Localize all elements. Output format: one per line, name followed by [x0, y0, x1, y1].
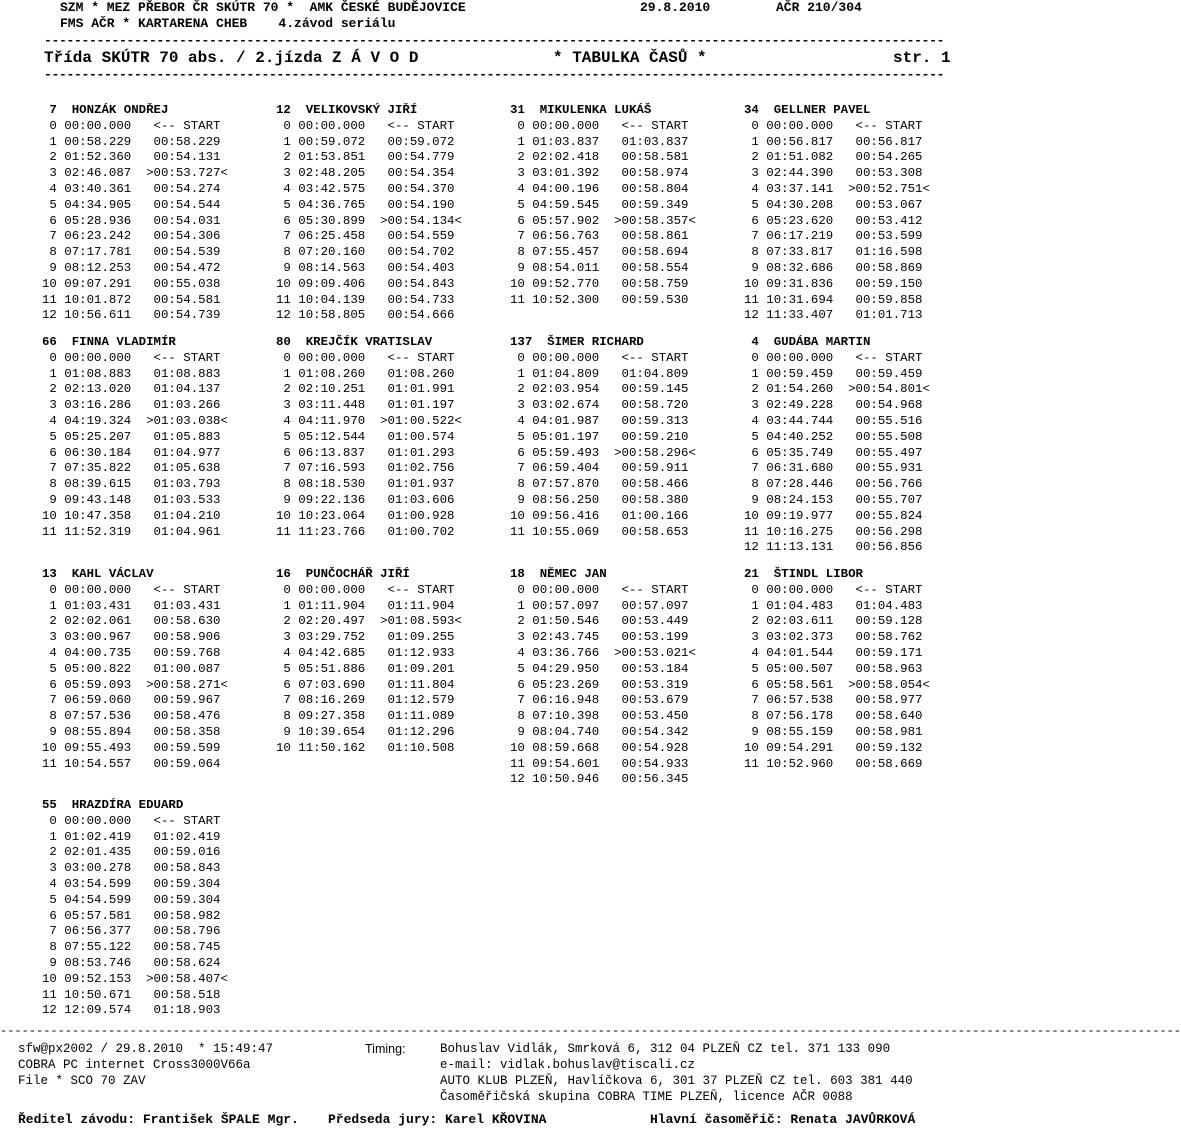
- lap-row: 1 01:03.837 01:03.837: [510, 134, 689, 149]
- lap-row: 4 03:37.141 >00:52.751<: [744, 181, 930, 196]
- lap-row: 6 05:57.902 >00:58.357<: [510, 213, 696, 228]
- lap-row: 4 04:00.196 00:58.804: [510, 181, 689, 196]
- lap-row: 5 05:00.507 00:58.963: [744, 661, 923, 676]
- lap-row: 6 06:30.184 01:04.977: [42, 445, 221, 460]
- lap-row: 6 05:30.899 >00:54.134<: [276, 213, 462, 228]
- rider-block: [510, 567, 750, 788]
- lap-row: 9 08:32.686 00:58.869: [744, 260, 923, 275]
- footer-timing-group: Časoměřičská skupina COBRA TIME PLZEŇ, licence AČR 0088: [440, 1090, 853, 1104]
- lap-row: 4 04:01.987 00:59.313: [510, 413, 689, 428]
- lap-row: 10 09:52.153 >00:58.407<: [42, 971, 228, 986]
- lap-row: 9 08:55.159 00:58.981: [744, 724, 923, 739]
- rider-block: [276, 335, 516, 540]
- rider-name: 12 VELIKOVSKÝ JIŘÍ: [276, 103, 418, 117]
- lap-row: 8 07:55.457 00:58.694: [510, 245, 689, 260]
- lap-row: 1 01:02.419 01:02.419: [42, 829, 221, 844]
- lap-row: 7 06:57.538 00:58.977: [744, 693, 923, 708]
- event-date: 29.8.2010: [640, 0, 711, 15]
- lap-row: 3 03:01.392 00:58.974: [510, 166, 689, 181]
- rider-block: [42, 567, 282, 772]
- lap-row: 0 00:00.000 <-- START: [276, 350, 455, 365]
- footer-timing-label: Timing:: [365, 1042, 406, 1056]
- header-divider-top: ------------------------------------------------------------------------------------------------------------------------: [44, 33, 945, 48]
- lap-row: 10 09:56.416 01:00.166: [510, 508, 689, 523]
- lap-row: 10 11:50.162 01:10.508: [276, 740, 455, 755]
- lap-row: 8 07:20.160 00:54.702: [276, 245, 455, 260]
- lap-row: 0 00:00.000 <-- START: [744, 118, 923, 133]
- rider-block: [510, 103, 750, 308]
- rider-block: [744, 335, 984, 556]
- lap-row: 5 04:40.252 00:55.508: [744, 429, 923, 444]
- lap-row: 5 04:29.950 00:53.184: [510, 661, 689, 676]
- lap-row: 2 01:51.082 00:54.265: [744, 150, 923, 165]
- lap-row: 11 10:52.300 00:59.530: [510, 292, 689, 307]
- rider-block: [744, 567, 984, 772]
- lap-row: 5 04:54.599 00:59.304: [42, 892, 221, 907]
- lap-row: 9 08:24.153 00:55.707: [744, 492, 923, 507]
- lap-row: 12 10:56.611 00:54.739: [42, 308, 221, 323]
- lap-row: 0 00:00.000 <-- START: [42, 813, 221, 828]
- lap-row: 10 10:47.358 01:04.210: [42, 508, 221, 523]
- rider-name: 21 ŠTINDL LIBOR: [744, 567, 863, 581]
- lap-row: 11 10:50.671 00:58.518: [42, 987, 221, 1002]
- lap-row: 9 08:53.746 00:58.624: [42, 955, 221, 970]
- lap-row: 11 10:31.694 00:59.858: [744, 292, 923, 307]
- lap-row: 9 09:22.136 01:03.606: [276, 492, 455, 507]
- lap-row: 4 04:42.685 01:12.933: [276, 645, 455, 660]
- header-divider-bottom: ------------------------------------------------------------------------------------------------------------------------: [44, 67, 945, 82]
- lap-row: 10 09:31.836 00:59.150: [744, 276, 923, 291]
- event-reference: AČR 210/304: [776, 0, 862, 15]
- lap-row: 10 09:55.493 00:59.599: [42, 740, 221, 755]
- rider-name: 7 HONZÁK ONDŘEJ: [42, 103, 169, 117]
- lap-row: 10 08:59.668 00:54.928: [510, 740, 689, 755]
- lap-row: 1 01:11.904 01:11.904: [276, 598, 455, 613]
- lap-row: 12 11:33.407 01:01.713: [744, 308, 923, 323]
- rider-block: [276, 567, 516, 757]
- lap-row: 8 08:18.530 01:01.937: [276, 477, 455, 492]
- lap-row: 8 07:57.870 00:58.466: [510, 477, 689, 492]
- lap-row: 8 08:39.615 01:03.793: [42, 477, 221, 492]
- lap-row: 12 10:58.805 00:54.666: [276, 308, 455, 323]
- lap-row: 7 06:59.404 00:59.911: [510, 461, 689, 476]
- event-subtitle: FMS AČR * KARTARENA CHEB 4.závod seriálu: [60, 16, 396, 31]
- lap-row: 1 01:08.260 01:08.260: [276, 366, 455, 381]
- footer-timekeeper-contact: Bohuslav Vidlák, Smrková 6, 312 04 PLZEŇ CZ tel. 371 133 090: [440, 1042, 891, 1056]
- lap-row: 11 10:54.557 00:59.064: [42, 756, 221, 771]
- rider-name: 13 KAHL VÁCLAV: [42, 567, 154, 581]
- lap-row: 4 03:40.361 00:54.274: [42, 181, 221, 196]
- lap-row: 5 05:25.207 01:05.883: [42, 429, 221, 444]
- lap-row: 0 00:00.000 <-- START: [276, 118, 455, 133]
- lap-row: 2 01:54.260 >00:54.801<: [744, 382, 930, 397]
- lap-row: 3 02:44.390 00:53.308: [744, 166, 923, 181]
- lap-row: 1 00:59.459 00:59.459: [744, 366, 923, 381]
- lap-row: 3 03:16.286 01:03.266: [42, 398, 221, 413]
- footer-software: COBRA PC internet Cross3000V66a: [18, 1058, 251, 1072]
- lap-row: 6 05:58.561 >00:58.054<: [744, 677, 930, 692]
- lap-row: 2 02:20.497 >01:08.593<: [276, 614, 462, 629]
- lap-row: 12 10:50.946 00:56.345: [510, 772, 689, 787]
- lap-row: 2 02:01.435 00:59.016: [42, 845, 221, 860]
- lap-row: 5 05:12.544 01:00.574: [276, 429, 455, 444]
- lap-row: 8 07:10.398 00:53.450: [510, 709, 689, 724]
- lap-row: 11 10:55.069 00:58.653: [510, 524, 689, 539]
- lap-row: 0 00:00.000 <-- START: [510, 118, 689, 133]
- lap-row: 6 05:35.749 00:55.497: [744, 445, 923, 460]
- lap-row: 6 05:23.620 00:53.412: [744, 213, 923, 228]
- lap-row: 3 02:48.205 00:54.354: [276, 166, 455, 181]
- lap-row: 8 07:33.817 01:16.598: [744, 245, 923, 260]
- lap-row: 0 00:00.000 <-- START: [510, 582, 689, 597]
- lap-row: 10 09:07.291 00:55.038: [42, 276, 221, 291]
- lap-row: 1 01:04.483 01:04.483: [744, 598, 923, 613]
- rider-name: 18 NĚMEC JAN: [510, 567, 607, 581]
- class-run-title: Třída SKÚTR 70 abs. / 2.jízda Z Á V O D: [44, 49, 419, 67]
- lap-row: 0 00:00.000 <-- START: [276, 582, 455, 597]
- lap-row: 2 01:52.360 00:54.131: [42, 150, 221, 165]
- rider-block: [744, 103, 984, 324]
- lap-row: 3 03:29.752 01:09.255: [276, 630, 455, 645]
- lap-row: 9 08:12.253 00:54.472: [42, 260, 221, 275]
- lap-row: 4 04:11.970 >01:00.522<: [276, 413, 462, 428]
- lap-row: 7 07:35.822 01:05.638: [42, 461, 221, 476]
- lap-row: 6 07:03.690 01:11.804: [276, 677, 455, 692]
- lap-row: 9 08:04.740 00:54.342: [510, 724, 689, 739]
- lap-row: 1 00:58.229 00:58.229: [42, 134, 221, 149]
- lap-row: 10 09:54.291 00:59.132: [744, 740, 923, 755]
- lap-row: 7 08:16.269 01:12.579: [276, 693, 455, 708]
- lap-row: 6 05:59.493 >00:58.296<: [510, 445, 696, 460]
- lap-row: 0 00:00.000 <-- START: [42, 350, 221, 365]
- rider-name: 4 GUDÁBA MARTIN: [744, 335, 871, 349]
- lap-row: 10 09:19.977 00:55.824: [744, 508, 923, 523]
- lap-row: 5 05:00.822 01:00.087: [42, 661, 221, 676]
- lap-row: 0 00:00.000 <-- START: [744, 350, 923, 365]
- lap-row: 3 02:46.087 >00:53.727<: [42, 166, 228, 181]
- lap-row: 2 02:03.611 00:59.128: [744, 614, 923, 629]
- lap-row: 1 01:08.883 01:08.883: [42, 366, 221, 381]
- lap-row: 1 01:04.809 01:04.809: [510, 366, 689, 381]
- lap-row: 6 05:23.269 00:53.319: [510, 677, 689, 692]
- lap-row: 11 10:04.139 00:54.733: [276, 292, 455, 307]
- lap-row: 12 12:09.574 01:18.903: [42, 1003, 221, 1018]
- lap-row: 2 02:02.418 00:58.581: [510, 150, 689, 165]
- lap-row: 0 00:00.000 <-- START: [744, 582, 923, 597]
- lap-row: 7 07:16.593 01:02.756: [276, 461, 455, 476]
- rider-block: [42, 103, 282, 324]
- rider-name: 55 HRAZDÍRA EDUARD: [42, 798, 184, 812]
- lap-row: 4 03:54.599 00:59.304: [42, 876, 221, 891]
- lap-row: 7 06:25.458 00:54.559: [276, 229, 455, 244]
- lap-row: 0 00:00.000 <-- START: [510, 350, 689, 365]
- lap-row: 9 08:54.011 00:58.554: [510, 260, 689, 275]
- lap-row: 7 06:59.060 00:59.967: [42, 693, 221, 708]
- lap-row: 6 05:57.581 00:58.982: [42, 908, 221, 923]
- lap-row: 2 01:50.546 00:53.449: [510, 614, 689, 629]
- lap-row: 0 00:00.000 <-- START: [42, 582, 221, 597]
- page-number: str. 1: [893, 49, 951, 67]
- lap-row: 11 10:52.960 00:58.669: [744, 756, 923, 771]
- race-director: Ředitel závodu: František ŠPALE Mgr.: [18, 1112, 299, 1127]
- lap-row: 4 03:36.766 >00:53.021<: [510, 645, 696, 660]
- rider-block: [510, 335, 750, 540]
- lap-row: 10 09:09.406 00:54.843: [276, 276, 455, 291]
- lap-row: 11 10:16.275 00:56.298: [744, 524, 923, 539]
- lap-row: 3 03:00.967 00:58.906: [42, 630, 221, 645]
- lap-row: 7 06:56.377 00:58.796: [42, 924, 221, 939]
- lap-row: 10 09:52.770 00:58.759: [510, 276, 689, 291]
- lap-row: 3 03:02.373 00:58.762: [744, 630, 923, 645]
- lap-row: 4 03:42.575 00:54.370: [276, 181, 455, 196]
- lap-row: 10 10:23.064 01:00.928: [276, 508, 455, 523]
- lap-row: 11 11:52.319 01:04.961: [42, 524, 221, 539]
- lap-row: 8 07:56.178 00:58.640: [744, 709, 923, 724]
- lap-row: 7 06:31.680 00:55.931: [744, 461, 923, 476]
- lap-row: 6 06:13.837 01:01.293: [276, 445, 455, 460]
- lap-row: 5 04:34.905 00:54.544: [42, 197, 221, 212]
- lap-row: 4 04:00.735 00:59.768: [42, 645, 221, 660]
- lap-row: 2 02:13.020 01:04.137: [42, 382, 221, 397]
- lap-row: 4 04:19.324 >01:03.038<: [42, 413, 228, 428]
- lap-row: 11 11:23.766 01:00.702: [276, 524, 455, 539]
- lap-row: 9 08:14.563 00:54.403: [276, 260, 455, 275]
- lap-row: 3 03:11.448 01:01.197: [276, 398, 455, 413]
- rider-block: [276, 103, 516, 324]
- rider-name: 137 ŠIMER RICHARD: [510, 335, 644, 349]
- lap-row: 1 00:56.817 00:56.817: [744, 134, 923, 149]
- lap-row: 7 06:16.948 00:53.679: [510, 693, 689, 708]
- footer-email: e-mail: vidlak.bohuslav@tiscali.cz: [440, 1058, 696, 1072]
- lap-row: 6 05:59.093 >00:58.271<: [42, 677, 228, 692]
- chief-timekeeper: Hlavní časoměřič: Renata JAVŮRKOVÁ: [650, 1112, 916, 1127]
- lap-row: 7 06:23.242 00:54.306: [42, 229, 221, 244]
- lap-row: 5 04:36.765 00:54.190: [276, 197, 455, 212]
- lap-row: 3 03:02.674 00:58.720: [510, 398, 689, 413]
- lap-row: 5 05:01.197 00:59.210: [510, 429, 689, 444]
- rider-name: 34 GELLNER PAVEL: [744, 103, 871, 117]
- lap-row: 3 02:43.745 00:53.199: [510, 630, 689, 645]
- lap-row: 9 08:56.250 00:58.380: [510, 492, 689, 507]
- lap-row: 9 08:55.894 00:58.358: [42, 724, 221, 739]
- lap-row: 8 07:55.122 00:58.745: [42, 940, 221, 955]
- jury-chairman: Předseda jury: Karel KŘOVINA: [328, 1112, 547, 1127]
- footer-print-info: sfw@px2002 / 29.8.2010 * 15:49:47: [18, 1042, 274, 1056]
- lap-row: 7 06:17.219 00:53.599: [744, 229, 923, 244]
- table-title: * TABULKA ČASŮ *: [553, 49, 707, 67]
- rider-name: 16 PUNČOCHÁŘ JIŘÍ: [276, 567, 410, 581]
- lap-row: 5 04:30.208 00:53.067: [744, 197, 923, 212]
- lap-row: 2 02:03.954 00:59.145: [510, 382, 689, 397]
- lap-row: 8 09:27.358 01:11.089: [276, 709, 455, 724]
- lap-row: 8 07:28.446 00:56.766: [744, 477, 923, 492]
- rider-name: 31 MIKULENKA LUKÁŠ: [510, 103, 652, 117]
- lap-row: 2 02:10.251 01:01.991: [276, 382, 455, 397]
- footer-divider: --------------------------------------------------------------------------------------------------------------------------------------------------------------------: [0, 1024, 1181, 1038]
- lap-row: 3 02:49.228 00:54.968: [744, 398, 923, 413]
- lap-row: 9 09:43.148 01:03.533: [42, 492, 221, 507]
- rider-name: 66 FINNA VLADIMÍR: [42, 335, 176, 349]
- lap-row: 8 07:57.536 00:58.476: [42, 709, 221, 724]
- rider-block: [42, 335, 282, 540]
- rider-block: [42, 798, 282, 1019]
- event-title: SZM * MEZ PŘEBOR ČR SKÚTR 70 * AMK ČESKÉ BUDĚJOVICE: [60, 0, 466, 15]
- lap-row: 8 07:17.781 00:54.539: [42, 245, 221, 260]
- lap-row: 4 04:01.544 00:59.171: [744, 645, 923, 660]
- lap-row: 4 03:44.744 00:55.516: [744, 413, 923, 428]
- lap-row: 1 01:03.431 01:03.431: [42, 598, 221, 613]
- lap-row: 2 02:02.061 00:58.630: [42, 614, 221, 629]
- lap-row: 6 05:28.936 00:54.031: [42, 213, 221, 228]
- lap-row: 1 00:57.097 00:57.097: [510, 598, 689, 613]
- lap-row: 2 01:53.851 00:54.779: [276, 150, 455, 165]
- lap-row: 7 06:56.763 00:58.861: [510, 229, 689, 244]
- footer-organizer: AUTO KLUB PLZEŇ, Havlíčkova 6, 301 37 PLZEŇ CZ tel. 603 381 440: [440, 1074, 913, 1088]
- lap-row: 12 11:13.131 00:56.856: [744, 540, 923, 555]
- lap-row: 11 10:01.872 00:54.581: [42, 292, 221, 307]
- lap-row: 5 04:59.545 00:59.349: [510, 197, 689, 212]
- lap-row: 3 03:00.278 00:58.843: [42, 861, 221, 876]
- lap-row: 1 00:59.072 00:59.072: [276, 134, 455, 149]
- lap-row: 0 00:00.000 <-- START: [42, 118, 221, 133]
- rider-name: 80 KREJČÍK VRATISLAV: [276, 335, 433, 349]
- lap-row: 5 05:51.886 01:09.201: [276, 661, 455, 676]
- lap-row: 9 10:39.654 01:12.296: [276, 724, 455, 739]
- footer-file: File * SCO 70 ZAV: [18, 1074, 146, 1088]
- lap-row: 11 09:54.601 00:54.933: [510, 756, 689, 771]
